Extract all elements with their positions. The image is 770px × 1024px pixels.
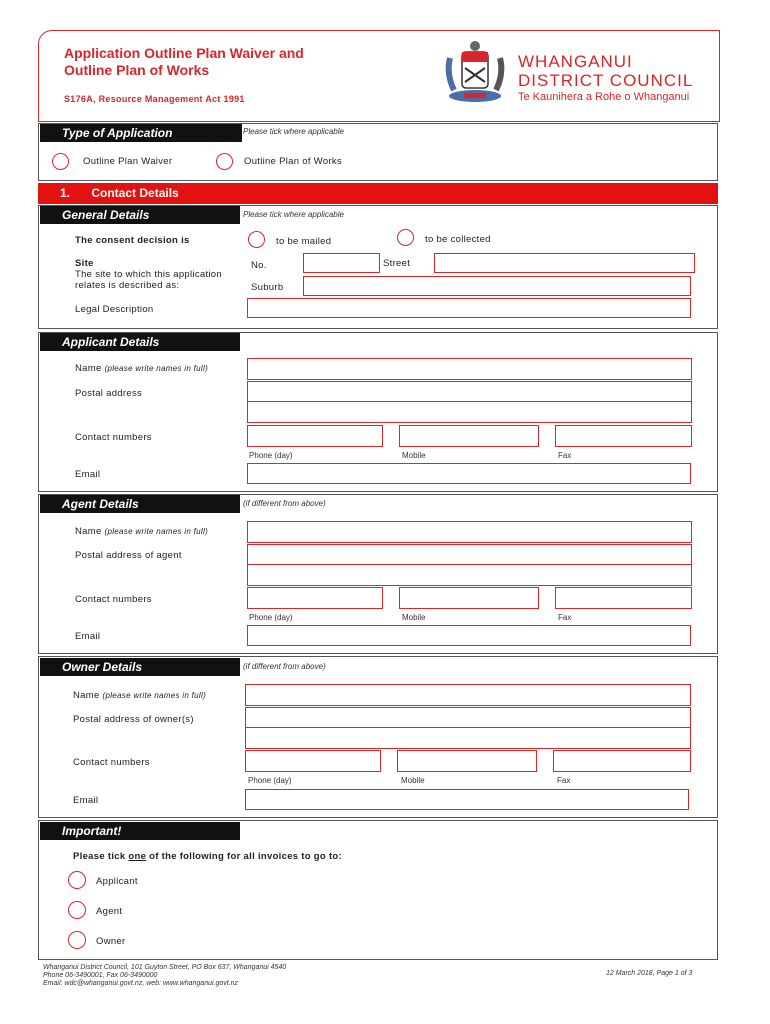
agent-details-heading: Agent Details xyxy=(40,495,240,513)
owner-postal-input-2[interactable] xyxy=(245,727,691,749)
invoice-applicant-checkbox[interactable] xyxy=(68,871,86,889)
coat-of-arms-icon xyxy=(440,38,510,108)
form-subtitle: S176A, Resource Management Act 1991 xyxy=(64,94,245,104)
applicant-mobile-input[interactable] xyxy=(399,425,539,447)
council-maori-name: Te Kaunihera a Rohe o Whanganui xyxy=(518,91,690,103)
agent-postal-input-1[interactable] xyxy=(247,544,692,566)
tick-note: Please tick where applicable xyxy=(243,127,344,136)
invoice-applicant-label: Applicant xyxy=(96,876,138,887)
footer-page: 12 March 2018, Page 1 of 3 xyxy=(606,970,693,977)
invoice-agent-label: Agent xyxy=(96,906,123,917)
general-details-heading: General Details xyxy=(40,206,240,224)
applicant-details-heading: Applicant Details xyxy=(40,333,240,351)
agent-fax-caption: Fax xyxy=(558,613,572,622)
owner-phone-input[interactable] xyxy=(245,750,381,772)
agent-mobile-caption: Mobile xyxy=(402,613,426,622)
owner-mobile-caption: Mobile xyxy=(401,776,425,785)
agent-email-input[interactable] xyxy=(247,625,691,646)
street-label: Street xyxy=(383,258,411,269)
site-label: Site xyxy=(75,258,94,269)
owner-contact-label: Contact numbers xyxy=(73,757,150,768)
agent-postal-label: Postal address of agent xyxy=(75,550,182,561)
outline-plan-of-works-label: Outline Plan of Works xyxy=(244,156,342,167)
legal-description-label: Legal Description xyxy=(75,304,154,315)
street-number-input[interactable] xyxy=(303,253,380,273)
agent-postal-input-2[interactable] xyxy=(247,564,692,586)
owner-details-heading: Owner Details xyxy=(40,658,240,676)
applicant-postal-label: Postal address xyxy=(75,388,143,399)
owner-email-label: Email xyxy=(73,795,99,806)
contact-details-bar: 1. Contact Details xyxy=(38,183,718,204)
invoice-agent-checkbox[interactable] xyxy=(68,901,86,919)
mailed-label: to be mailed xyxy=(276,236,332,247)
footer-address: Whanganui District Council, 101 Guyton Street, PO Box 637, Whanganui 4540 Phone 06-3490001, Fax 06-3490000 Email: wdc@whanganui.govt.nz, web: www.whanganui.govt.nz xyxy=(43,964,287,987)
owner-mobile-input[interactable] xyxy=(397,750,537,772)
legal-description-input[interactable] xyxy=(247,298,691,318)
applicant-fax-caption: Fax xyxy=(558,451,572,460)
collected-checkbox[interactable] xyxy=(397,229,414,246)
applicant-mobile-caption: Mobile xyxy=(402,451,426,460)
invoice-owner-label: Owner xyxy=(96,936,126,947)
outline-plan-waiver-checkbox[interactable] xyxy=(52,153,69,170)
applicant-phone-input[interactable] xyxy=(247,425,383,447)
general-tick-note: Please tick where applicable xyxy=(243,210,344,219)
owner-note: (if different from above) xyxy=(243,662,326,671)
applicant-name-label: Name (please write names in full) xyxy=(75,363,209,374)
agent-phone-caption: Phone (day) xyxy=(249,613,293,622)
outline-plan-of-works-checkbox[interactable] xyxy=(216,153,233,170)
street-input[interactable] xyxy=(434,253,695,273)
applicant-email-input[interactable] xyxy=(247,463,691,484)
mailed-checkbox[interactable] xyxy=(248,231,265,248)
form-title: Application Outline Plan Waiver and Outline Plan of Works xyxy=(64,45,304,78)
owner-fax-input[interactable] xyxy=(553,750,691,772)
site-description: The site to which this application relates is described as: xyxy=(75,269,222,291)
agent-contact-label: Contact numbers xyxy=(75,594,152,605)
applicant-postal-input-1[interactable] xyxy=(247,381,692,403)
type-of-application-heading: Type of Application xyxy=(40,124,242,142)
outline-plan-waiver-label: Outline Plan Waiver xyxy=(83,156,173,167)
invoice-instruction: Please tick one of the following for all invoices to go to: xyxy=(73,851,342,862)
owner-phone-caption: Phone (day) xyxy=(248,776,292,785)
applicant-name-input[interactable] xyxy=(247,358,692,380)
important-section xyxy=(38,820,718,960)
suburb-label: Suburb xyxy=(251,282,284,293)
agent-mobile-input[interactable] xyxy=(399,587,539,609)
owner-name-label: Name (please write names in full) xyxy=(73,690,207,701)
owner-fax-caption: Fax xyxy=(557,776,571,785)
agent-email-label: Email xyxy=(75,631,101,642)
council-name: WHANGANUI DISTRICT COUNCIL xyxy=(518,52,694,90)
agent-name-label: Name (please write names in full) xyxy=(75,526,209,537)
consent-decision-label: The consent decision is xyxy=(75,235,190,246)
owner-name-input[interactable] xyxy=(245,684,691,706)
no-label: No. xyxy=(251,260,267,271)
suburb-input[interactable] xyxy=(303,276,691,296)
agent-fax-input[interactable] xyxy=(555,587,692,609)
owner-postal-label: Postal address of owner(s) xyxy=(73,714,194,725)
applicant-email-label: Email xyxy=(75,469,101,480)
applicant-fax-input[interactable] xyxy=(555,425,692,447)
important-heading: Important! xyxy=(40,822,240,840)
applicant-contact-label: Contact numbers xyxy=(75,432,152,443)
agent-name-input[interactable] xyxy=(247,521,692,543)
agent-note: (if different from above) xyxy=(243,499,326,508)
invoice-owner-checkbox[interactable] xyxy=(68,931,86,949)
applicant-phone-caption: Phone (day) xyxy=(249,451,293,460)
owner-postal-input-1[interactable] xyxy=(245,707,691,729)
collected-label: to be collected xyxy=(425,234,491,245)
owner-email-input[interactable] xyxy=(245,789,689,810)
agent-phone-input[interactable] xyxy=(247,587,383,609)
applicant-postal-input-2[interactable] xyxy=(247,401,692,423)
